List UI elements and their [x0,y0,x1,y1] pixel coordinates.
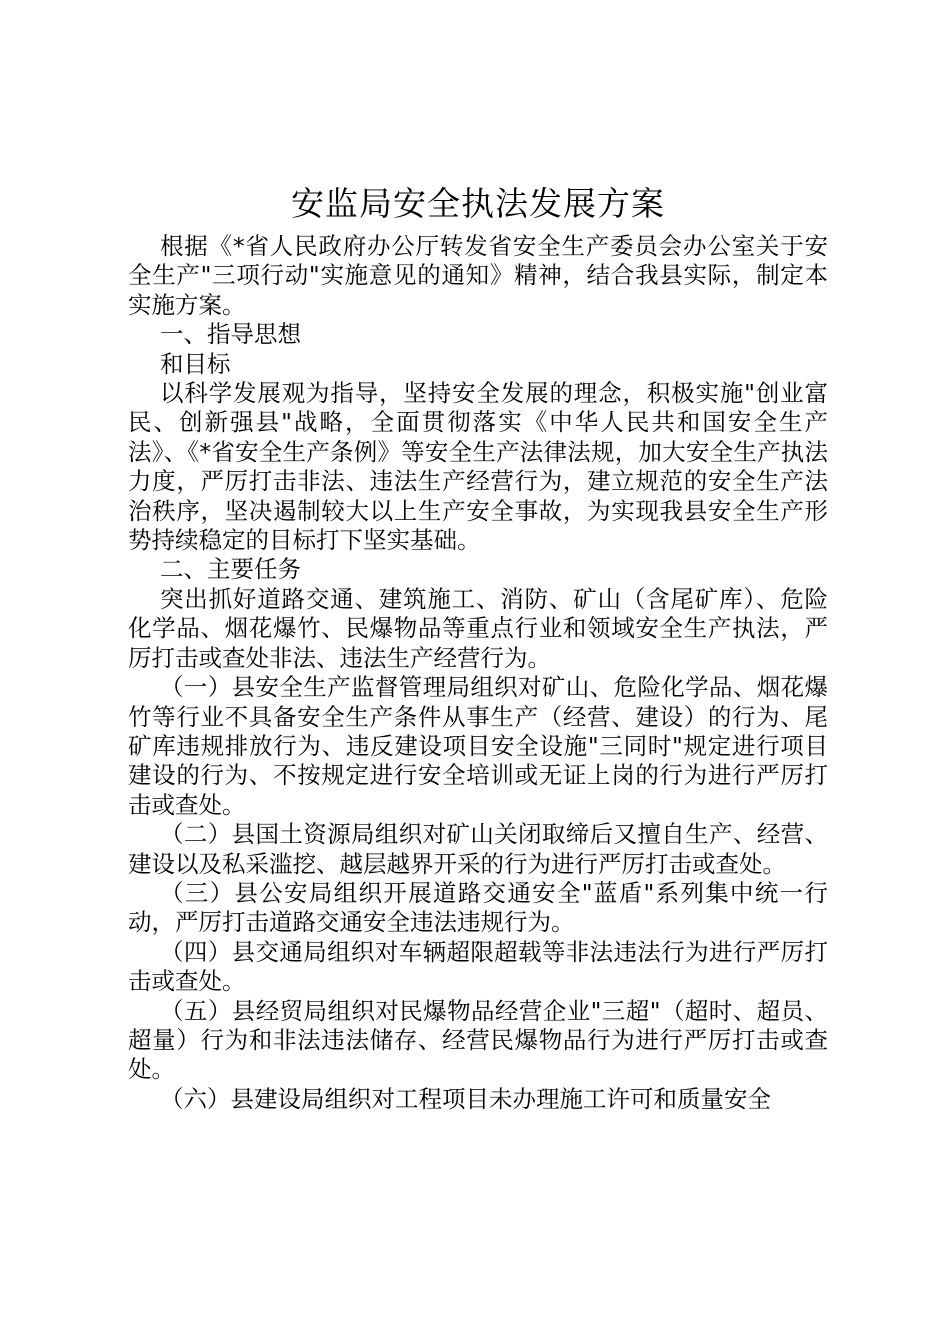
task-item-3: （三）县公安局组织开展道路交通安全"蓝盾"系列集中统一行动，严厉打击道路交通安全违法违规行为。 [128,878,828,937]
task-item-6: （六）县建设局组织对工程项目未办理施工许可和质量安全 [160,1084,771,1113]
task-item-4: （四）县交通局组织对车辆超限超载等非法违法行为进行严厉打击或查处。 [128,937,828,996]
section-1-heading-continued: 和目标 [160,349,231,378]
task-item-2: （二）县国土资源局组织对矿山关闭取缔后又擅自生产、经营、建设以及私采滥挖、越层越界开采的行为进行严厉打击或查处。 [128,820,828,878]
task-item-1: （一）县安全生产监督管理局组织对矿山、危险化学品、烟花爆竹等行业不具备安全生产条件从事生产（经营、建设）的行为、尾矿库违规排放行为、违反建设项目安全设施"三同时"规定进行项目建设的行为、不按规定进行安全培训或无证上岗的行为进行严厉打击或查处。 [128,673,828,819]
document-title: 安监局安全执法发展方案 [291,184,665,223]
section-2-heading: 二、主要任务 [160,555,301,584]
document-page [128,182,828,1114]
intro-paragraph: 根据《*省人民政府办公厅转发省安全生产委员会办公室关于安全生产"三项行动"实施意见的通知》精神，结合我县实际，制定本实施方案。 [128,232,828,319]
task-item-5: （五）县经贸局组织对民爆物品经营企业"三超"（超时、超员、超量）行为和非法违法储存、经营民爆物品行为进行严厉打击或查处。 [128,996,828,1084]
section-1-heading: 一、指导思想 [160,320,301,349]
section-1-body: 以科学发展观为指导，坚持安全发展的理念，积极实施"创业富民、创新强县"战略，全面贯彻落实《中华人民共和国安全生产法》、《*省安全生产条例》等安全生产法律法规，加大安全生产执法力度，严厉打击非法、违法生产经营行为，建立规范的安全生产法治秩序，坚决遏制较大以上生产安全事故，为实现我县安全生产形势持续稳定的目标打下坚实基础。 [128,379,828,555]
section-2-body: 突出抓好道路交通、建筑施工、消防、矿山（含尾矿库）、危险化学品、烟花爆竹、民爆物品等重点行业和领域安全生产执法，严厉打击或查处非法、违法生产经营行为。 [128,584,828,672]
